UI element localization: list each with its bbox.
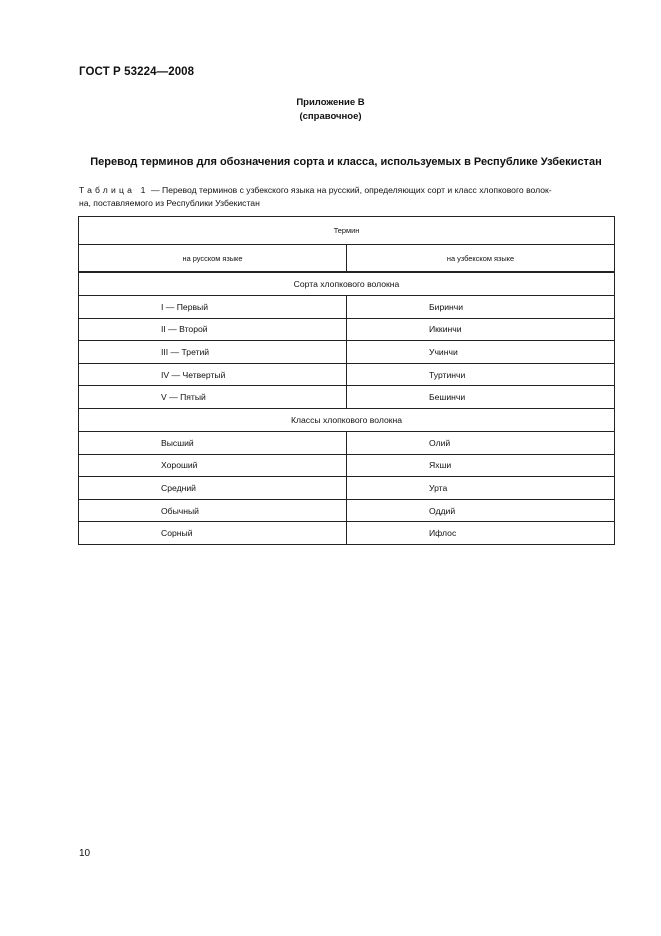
section-title: Сорта хлопкового волокна (79, 272, 615, 296)
terms-table (78, 216, 615, 545)
cell-uzbek: Иккинчи (347, 318, 615, 341)
header-term: Термин (79, 217, 615, 245)
cell-russian: II — Второй (79, 318, 347, 341)
cell-uzbek: Бешинчи (347, 386, 615, 409)
cell-uzbek: Оддий (347, 499, 615, 522)
cell-russian: IV — Четвертый (79, 363, 347, 386)
header-uzbek: на узбекском языке (347, 245, 615, 273)
document-title: Перевод терминов для обозначения сорта и класса, используемых в Республике Узбекистан (90, 156, 602, 168)
cell-uzbek: Яхши (347, 454, 615, 477)
table-caption-label: Таблица 1 (79, 185, 149, 195)
table-caption (79, 184, 619, 209)
table-row (79, 318, 615, 341)
table-caption-text-line1: — Перевод терминов с узбекского языка на русский, определяющих сорт и класс хлопкового волок- (148, 185, 552, 195)
cell-uzbek: Учинчи (347, 341, 615, 364)
table-subheader-row (79, 245, 615, 273)
standard-designation: ГОСТ Р 53224—2008 (79, 66, 195, 78)
cell-russian: Обычный (79, 499, 347, 522)
cell-russian: V — Пятый (79, 386, 347, 409)
table-row (79, 363, 615, 386)
table-row (79, 499, 615, 522)
cell-russian: Сорный (79, 522, 347, 545)
table-row (79, 477, 615, 500)
cell-uzbek: Ифлос (347, 522, 615, 545)
table-row (79, 341, 615, 364)
page-number: 10 (79, 848, 91, 859)
section-row-classes (79, 408, 615, 431)
table-row (79, 296, 615, 319)
cell-russian: Высший (79, 431, 347, 454)
cell-uzbek: Урта (347, 477, 615, 500)
appendix-title: Приложение В (296, 97, 365, 108)
table-caption-text-line2: на, поставляемого из Республики Узбекистан (79, 197, 260, 208)
cell-uzbek: Туртинчи (347, 363, 615, 386)
cell-russian: III — Третий (79, 341, 347, 364)
cell-russian: Хороший (79, 454, 347, 477)
table-row (79, 454, 615, 477)
table-row (79, 522, 615, 545)
cell-russian: Средний (79, 477, 347, 500)
appendix-heading (0, 96, 661, 124)
table-header-row (79, 217, 615, 245)
header-russian: на русском языке (79, 245, 347, 273)
cell-uzbek: Олий (347, 431, 615, 454)
section-title: Классы хлопкового волокна (79, 408, 615, 431)
cell-russian: I — Первый (79, 296, 347, 319)
table-row (79, 386, 615, 409)
section-row-grades (79, 272, 615, 296)
appendix-type: (справочное) (299, 111, 362, 122)
table-row (79, 431, 615, 454)
cell-uzbek: Биринчи (347, 296, 615, 319)
